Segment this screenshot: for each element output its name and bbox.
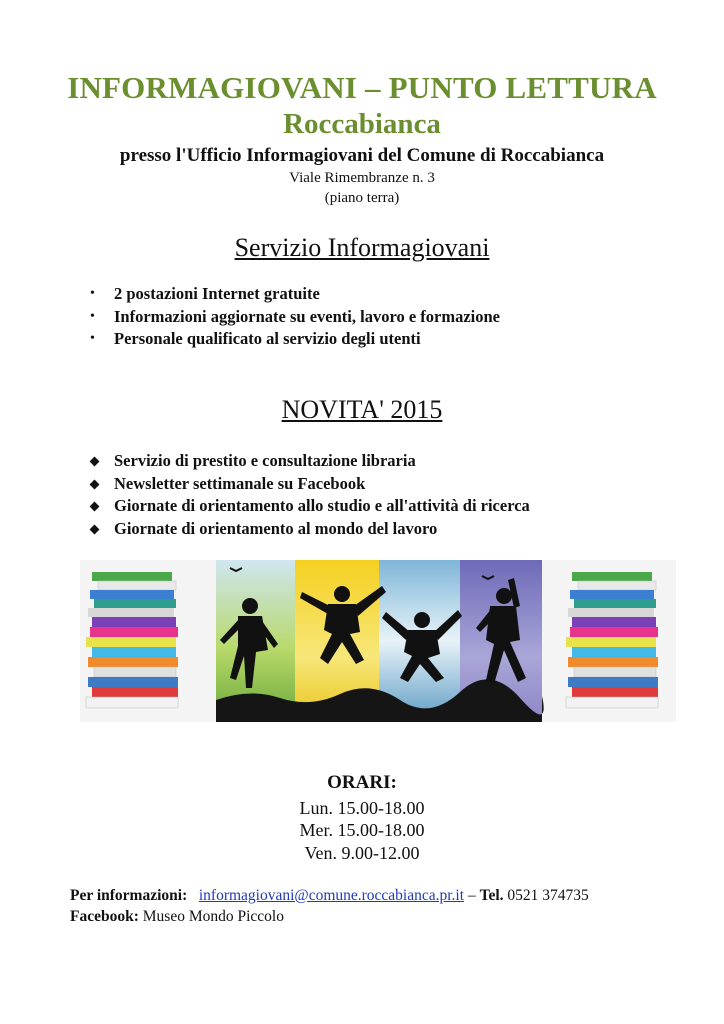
contact-info-line: [70, 887, 589, 905]
books-stack-left-icon: [86, 572, 178, 708]
facebook-value: Museo Mondo Piccolo: [142, 908, 284, 925]
novita-heading: NOVITA' 2015: [281, 395, 443, 424]
address-line: Viale Rimembranze n. 3: [289, 170, 435, 186]
list-item: [88, 450, 530, 473]
list-item-text: Personale qualificato al servizio degli utenti: [114, 329, 421, 348]
list-item: [88, 495, 530, 518]
list-item: [88, 328, 500, 351]
diamond-bullet-icon: [90, 502, 100, 512]
jumping-people-photo: [216, 560, 544, 722]
servizio-heading: Servizio Informagiovani: [234, 233, 490, 262]
servizio-list: [88, 283, 500, 351]
page-title-location: Roccabianca: [283, 108, 441, 140]
tel-value: 0521 374735: [507, 887, 589, 904]
list-item: [88, 518, 530, 541]
diamond-bullet-icon: [90, 457, 100, 467]
bullet-icon: •: [90, 331, 95, 346]
email-link[interactable]: informagiovani@comune.roccabianca.pr.it: [198, 887, 465, 904]
diamond-bullet-icon: [90, 524, 100, 534]
diamond-bullet-icon: [90, 479, 100, 489]
list-item: [88, 283, 500, 306]
banner-image: [80, 560, 676, 722]
bullet-icon: •: [90, 286, 95, 301]
list-item: [88, 473, 530, 496]
facebook-line: [70, 908, 284, 926]
novita-list: [88, 450, 530, 540]
orari-line: Lun. 15.00-18.00: [299, 798, 425, 818]
page-title: INFORMAGIOVANI – PUNTO LETTURA: [67, 70, 657, 105]
list-item-text: Servizio di prestito e consultazione libraria: [114, 451, 416, 470]
subtitle: presso l'Ufficio Informagiovani del Comune di Roccabianca: [119, 145, 605, 166]
list-item-text: Giornate di orientamento allo studio e all'attività di ricerca: [114, 496, 530, 515]
list-item-text: Newsletter settimanale su Facebook: [114, 473, 366, 493]
separator-dash: –: [467, 887, 476, 904]
facebook-label: Facebook:: [70, 908, 139, 925]
list-item-text: Giornate di orientamento al mondo del lavoro: [114, 518, 438, 538]
orari-line: Mer. 15.00-18.00: [299, 820, 425, 840]
list-item-text: Informazioni aggiornate su eventi, lavoro e formazione: [114, 306, 501, 326]
bullet-icon: •: [90, 308, 95, 324]
list-item: [88, 306, 500, 329]
info-label: Per informazioni:: [70, 887, 188, 904]
books-stack-right-icon: [566, 572, 658, 708]
list-item-text: 2 postazioni Internet gratuite: [114, 284, 320, 303]
orari-line: Ven. 9.00-12.00: [304, 843, 420, 863]
tel-label: Tel.: [479, 887, 504, 904]
address-floor: (piano terra): [324, 190, 400, 206]
orari-heading: ORARI:: [327, 772, 397, 793]
